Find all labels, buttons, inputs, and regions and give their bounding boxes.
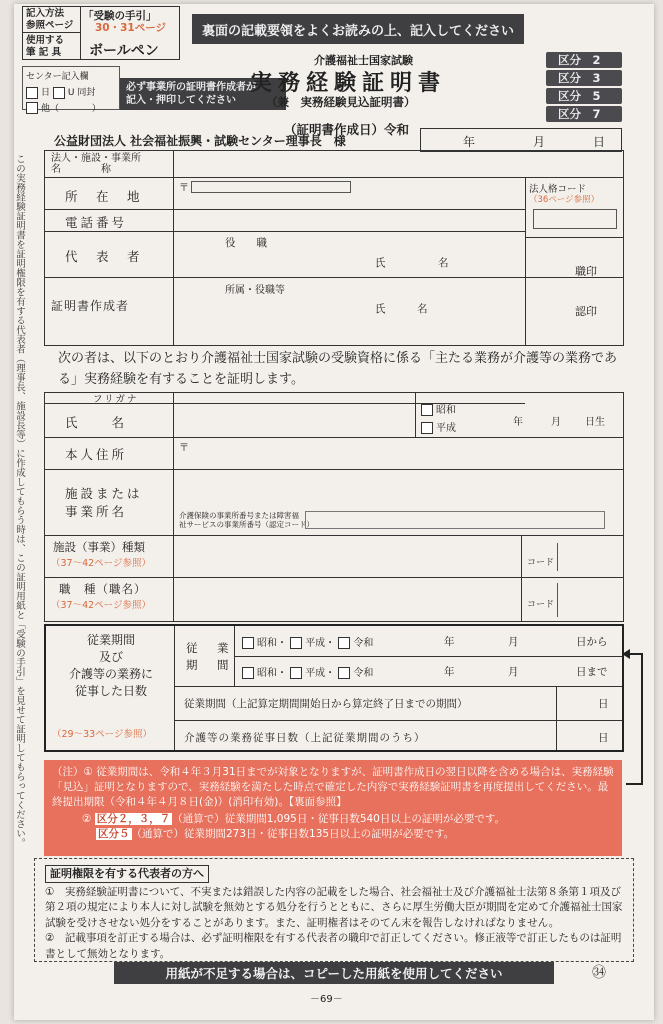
center-box-title: センター記入欄 [26, 72, 89, 82]
person-postal-mark: 〒 [179, 443, 189, 454]
era-heisei-text: 平成 [436, 423, 456, 434]
creator-label: 証明書作成者 [51, 299, 130, 313]
start-era-options[interactable] [242, 634, 373, 649]
corp-code-label: 法人格コード [529, 184, 587, 195]
note-item2-prefix: ② [82, 813, 92, 825]
note-cat-5: 区分５ [98, 828, 130, 840]
authority-box [34, 858, 634, 962]
category-pill-7: 区分 7 [546, 106, 622, 122]
start-era-heisei: 平成・ [305, 638, 336, 649]
job-ref: （37〜42ページ参照） [51, 600, 151, 611]
category-pill-5: 区分 5 [546, 88, 622, 104]
furigana-label: フリガナ [93, 394, 139, 405]
start-month-unit: 月 [508, 636, 519, 648]
corp-code-ref: （36ページ参照） [529, 195, 600, 205]
center-opt-5: ） [91, 103, 101, 114]
center-checkbox-2[interactable] [53, 87, 65, 99]
care-days-input[interactable] [482, 724, 552, 748]
side-note: この実務経験証明書を証明権限を有する代表者（理事長、施設長等）に作成してもらう時は、この証明用紙と「受験の手引」を見せて証明してもらってください。 [14, 154, 25, 848]
document-title: 実務経験証明書 [250, 71, 447, 96]
person-address-input[interactable] [191, 441, 611, 467]
center-entry-box [22, 66, 120, 114]
job-code-input[interactable] [557, 583, 617, 617]
era-showa-option[interactable] [421, 401, 456, 416]
addressee: 公益財団法人 社会福祉振興・試験センター理事長 様 [54, 134, 346, 148]
birth-month-unit: 月 [551, 417, 561, 428]
note-line-1: 従業期間は、令和４年３月31日までが対象となりますが、証明書作成日の翌日以降を含める場合は、実務経験「見込」証明となりますので、実務経験を満たした時点で確定した内容で実務経験証明書を再度提出してください。最終提出期限（令和４年４月８日(金)）(消印有効)。【裏面参照】 [52, 766, 614, 808]
reference-box [22, 6, 180, 60]
seal-label: 職印 [575, 265, 597, 278]
facility-label: 施設または 事業所名 [65, 486, 143, 519]
job-input[interactable] [179, 581, 513, 617]
job-code-label: コード [527, 600, 555, 610]
person-name-input[interactable] [179, 405, 409, 435]
facility-code-input[interactable] [305, 511, 605, 529]
center-checkbox-3[interactable] [26, 102, 38, 114]
end-era-showa-checkbox[interactable] [242, 667, 254, 679]
person-name-label: 氏 名 [65, 415, 128, 430]
creator-position-label: 所属・役職等 [225, 285, 285, 296]
period-days-label: 従業期間（上記算定期間開始日から算定終了日までの期間） [184, 698, 468, 710]
start-era-heisei-checkbox[interactable] [290, 637, 302, 649]
employment-section-label: 従業期間 及び 介護等の業務に 従事した日数 [68, 633, 153, 698]
end-day-label: 日まで [576, 666, 608, 678]
birth-day-unit: 日生 [585, 417, 605, 428]
created-date-field[interactable] [420, 128, 622, 152]
rep-title-label: 役 職 [225, 237, 267, 249]
end-era-heisei-checkbox[interactable] [290, 667, 302, 679]
job-label: 職 種（職名） [59, 582, 147, 596]
note-line-2: （通算で）従業期間1,095日・従事日数540日以上の証明が必要です。 [172, 813, 506, 825]
category-pill-3: 区分 3 [546, 70, 622, 86]
category-pill-2: 区分 2 [546, 52, 622, 68]
page-number: －69－ [310, 994, 343, 1005]
facility-name-input[interactable] [179, 471, 619, 507]
start-era-showa: 昭和・ [257, 638, 287, 649]
approval-seal-label: 認印 [575, 305, 597, 318]
creator-name-label: 氏 名 [375, 303, 428, 315]
facility-type-ref: （37〜42ページ参照） [51, 558, 151, 569]
period-label: 従 業 期 間 [186, 641, 233, 672]
era-showa-checkbox[interactable] [421, 404, 433, 416]
writing-tool-label: 使用する 筆 記 具 [23, 33, 81, 60]
center-opt-1: 日 [41, 88, 51, 98]
care-days-label: 介護等の業務従事日数（上記従業期間のうち） [184, 732, 426, 744]
end-era-showa: 昭和・ [257, 668, 287, 679]
representative-label: 代 表 者 [65, 249, 143, 264]
end-year-unit: 年 [444, 666, 455, 678]
authority-item-2: ② 記載事項を訂正する場合は、必ず証明権限を有する代表者の職印で訂正してください。修正液等で訂正したものは証明書として無効となります。 [45, 932, 622, 960]
person-table [44, 392, 624, 622]
guide-pages: 30・31ページ [95, 22, 167, 34]
authority-item-1: ① 実務経験証明書について、不実または錯誤した内容の記載をした場合、社会福祉士及び介護福祉士法第８条第１項及び第２項の規定により本人に対し試験を無効とする処分を行うとともに、さらに厚生労働大臣が期間を定めて介護福祉士国家試験を受けさせない処分をすることがあります。また、証明権者はそのてん末を報告しなければなりません。 [45, 885, 623, 929]
facility-type-code-input[interactable] [557, 543, 617, 571]
certification-statement: 次の者は、以下のとおり介護福祉士国家試験の受験資格に係る「主たる業務が介護等の業務である」実務経験を有することを証明します。 [58, 351, 618, 387]
postal-mark: 〒 [179, 183, 189, 194]
facility-code-note: 介護保険の事業所番号または障害福 祉サービスの事業所番号（認定コード） [179, 511, 314, 529]
date-day-unit: 日 [593, 135, 606, 149]
circle-number: ㉞ [592, 965, 606, 981]
authority-title: 証明権限を有する代表者の方へ [45, 865, 209, 883]
end-era-heisei: 平成・ [305, 668, 336, 679]
period-days-input[interactable] [482, 690, 552, 718]
care-days-unit: 日 [598, 732, 609, 744]
era-showa-text: 昭和 [436, 405, 456, 416]
facility-type-input[interactable] [179, 539, 513, 573]
end-month-unit: 月 [508, 666, 519, 678]
guide-label: 「受験の手引」 [83, 10, 157, 22]
notes-box [44, 760, 622, 856]
phone-input[interactable] [179, 211, 519, 229]
employment-table [44, 624, 624, 752]
exam-name: 介護福祉士国家試験 [314, 54, 413, 67]
start-year-unit: 年 [444, 636, 455, 648]
end-era-reiwa-checkbox[interactable] [338, 667, 350, 679]
center-opt-2: U [67, 88, 75, 98]
center-opt-3: 同封 [77, 88, 96, 98]
form-page [14, 4, 654, 1020]
employment-section-ref: （29〜33ページ参照） [52, 729, 152, 740]
org-name-label: 法人・施設・事業所 名 称 [51, 153, 141, 175]
era-heisei-option[interactable] [421, 419, 456, 434]
document-subtitle: （兼 実務経験見込証明書） [266, 95, 416, 109]
phone-label: 電話番号 [65, 215, 128, 230]
address-label: 所 在 地 [65, 189, 143, 204]
facility-type-label: 施設（事業）種類 [53, 540, 145, 554]
start-era-reiwa-checkbox[interactable] [338, 637, 350, 649]
date-month-unit: 月 [533, 135, 546, 149]
notice-box: 必ず事業所の証明書作成者が 記入・押印してください [120, 78, 286, 110]
end-era-reiwa: 令和 [353, 668, 374, 679]
end-era-options[interactable] [242, 664, 373, 679]
note-cat-237: 区分２，３，７ [96, 813, 171, 825]
org-name-input[interactable] [179, 153, 519, 175]
start-era-showa-checkbox[interactable] [242, 637, 254, 649]
footer-bar: 用紙が不足する場合は、コピーした用紙を使用してください [114, 962, 554, 984]
center-opt-4: 他（ [41, 103, 60, 114]
corp-code-input[interactable] [533, 209, 617, 229]
issuer-table [44, 150, 624, 346]
note-prefix: （注）① [52, 766, 93, 778]
facility-type-code-label: コード [527, 558, 555, 568]
instruction-banner: 裏面の記載要領をよくお読みの上、記入してください [192, 14, 524, 44]
start-day-label: 日から [576, 636, 608, 648]
postal-code-input[interactable] [191, 181, 351, 193]
center-checkbox-1[interactable] [26, 87, 38, 99]
birth-year-unit: 年 [513, 417, 523, 428]
entry-method-label: 記入方法 参照ページ [23, 7, 81, 33]
date-year-unit: 年 [463, 135, 476, 149]
writing-tool: ボールペン [89, 43, 159, 59]
period-days-unit: 日 [598, 698, 609, 710]
person-address-label: 本人住所 [65, 447, 128, 462]
note-line-3: （通算で）従業期間273日・従事日数135日以上の証明が必要です。 [131, 828, 455, 840]
era-heisei-checkbox[interactable] [421, 422, 433, 434]
rep-name-label: 氏 名 [375, 257, 449, 269]
created-date-label: （証明書作成日）令和 [284, 122, 410, 137]
start-era-reiwa: 令和 [353, 638, 374, 649]
